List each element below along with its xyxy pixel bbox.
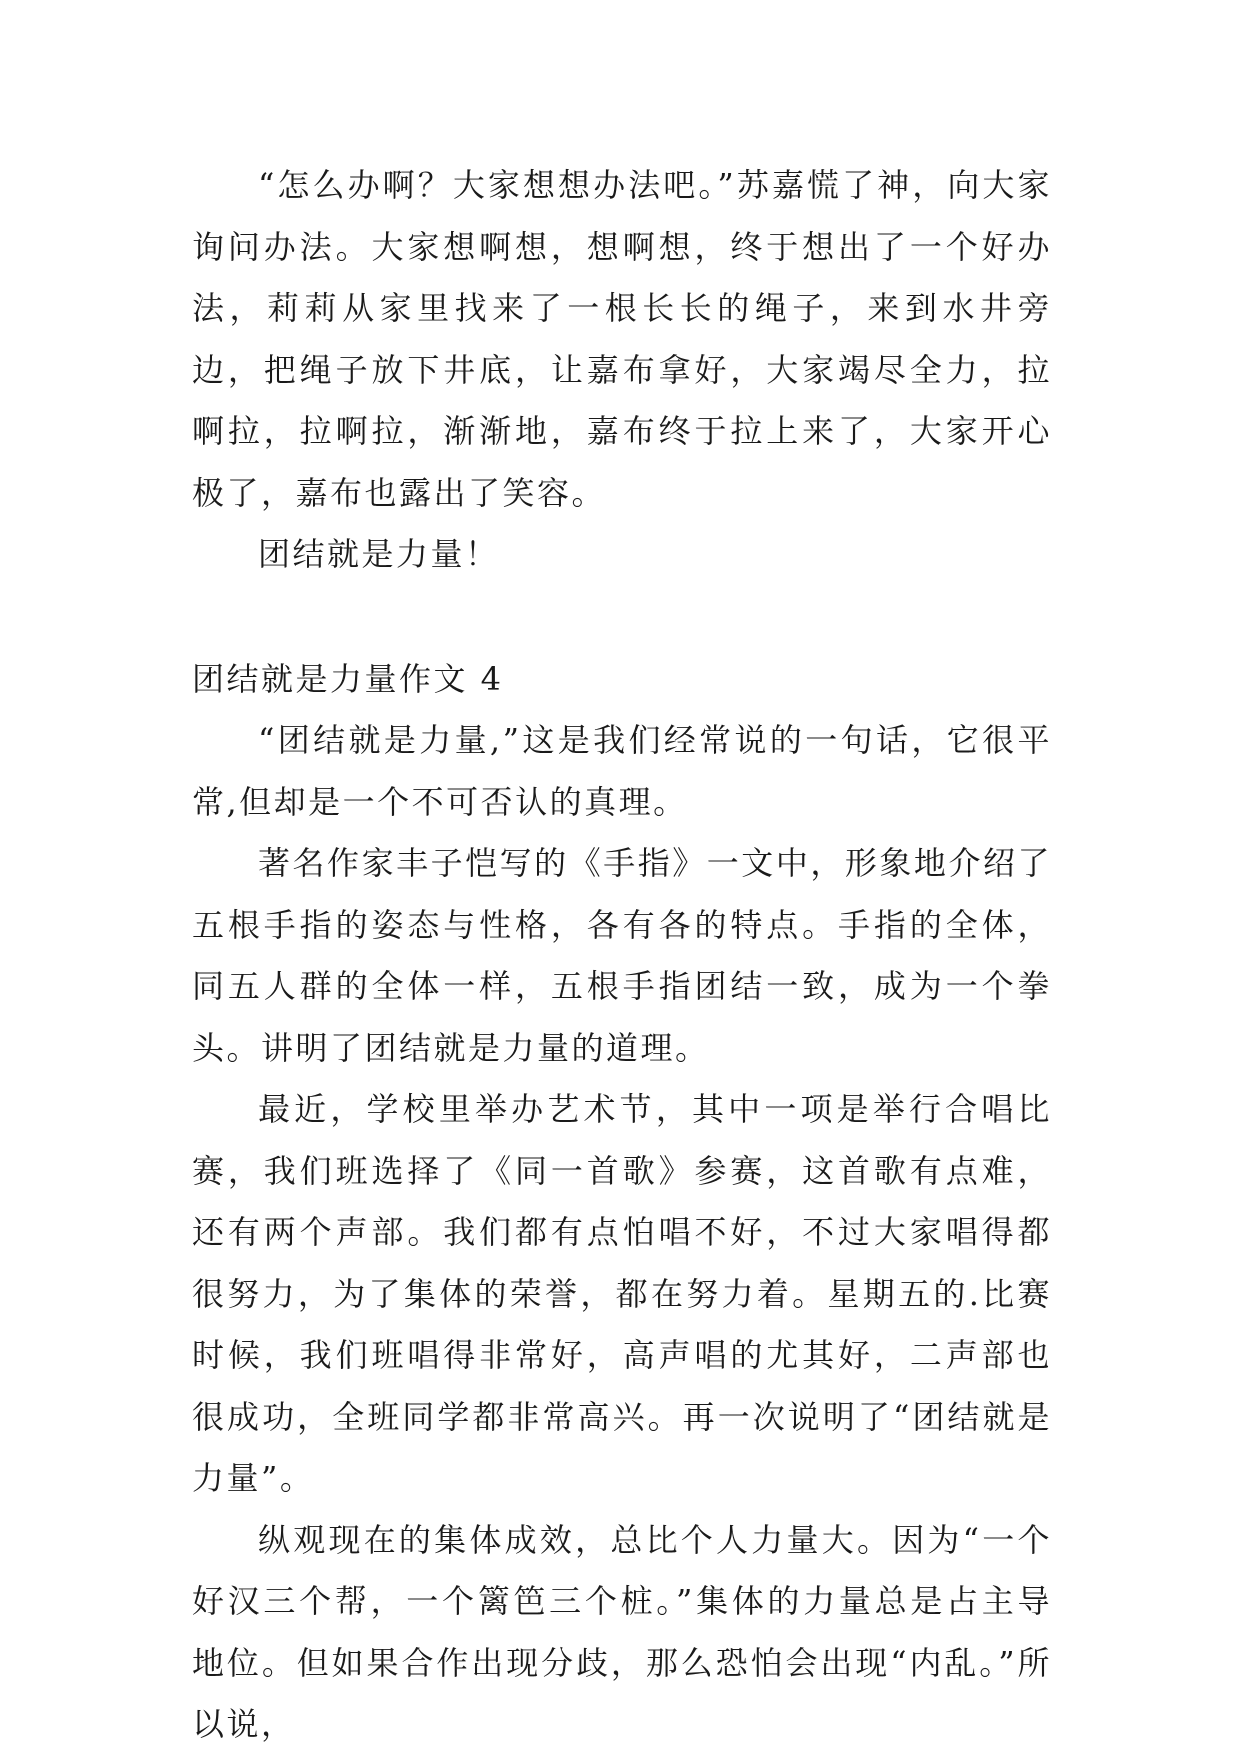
paragraph-conclusion: 团结就是力量！ bbox=[258, 535, 500, 573]
paragraph-intro: “团结就是力量,”这是我们经常说的一句话，它很平常,但却是一个不可否认的真理。 bbox=[192, 721, 1052, 821]
paragraph-choir: 最近，学校里举办艺术节，其中一项是举行合唱比赛，我们班选择了《同一首歌》参赛，这首歌有点难，还有两个声部。我们都有点怕唱不好，不过大家唱得都很努力，为了集体的荣誉，都在努力着。星期五的.比赛时候，我们班唱得非常好，高声唱的尤其好，二声部也很成功，全班同学都非常高兴。再一次说明了“团结就是力量”。 bbox=[192, 1090, 1052, 1497]
paragraph-rescue: “怎么办啊？大家想想办法吧。”苏嘉慌了神，向大家询问办法。大家想啊想，想啊想，终于想出了一个好办法，莉莉从家里找来了一根长长的绳子，来到水井旁边，把绳子放下井底，让嘉布拿好，大家竭尽全力，拉啊拉，拉啊拉，渐渐地，嘉布终于拉上来了，大家开心极了，嘉布也露出了笑容。 bbox=[192, 166, 1052, 512]
paragraph-fingers: 著名作家丰子恺写的《手指》一文中，形象地介绍了五根手指的姿态与性格，各有各的特点。手指的全体，同五人群的全体一样，五根手指团结一致，成为一个拳头。讲明了团结就是力量的道理。 bbox=[192, 844, 1052, 1067]
section-title: 团结就是力量作文 4 bbox=[192, 659, 504, 698]
document-page bbox=[192, 155, 1052, 1756]
section-gap bbox=[192, 586, 1052, 649]
paragraph-collective: 纵观现在的集体成效，总比个人力量大。因为“一个好汉三个帮，一个篱笆三个桩。”集体的力量总是占主导地位。但如果合作出现分歧，那么恐怕会出现“内乱。”所以说， bbox=[192, 1520, 1052, 1743]
